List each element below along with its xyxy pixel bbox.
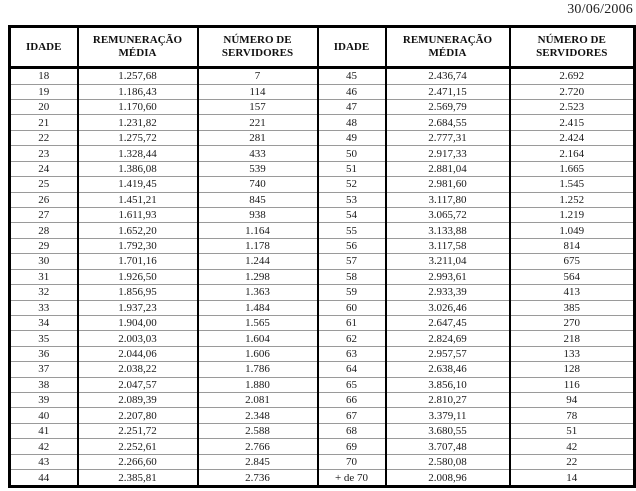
header-idade-left: IDADE [10, 27, 78, 68]
remuneration-table [8, 25, 636, 488]
idade-cell: 64 [318, 362, 386, 377]
remuneracao-cell: 2.251,72 [78, 423, 198, 438]
servidores-cell: 814 [510, 238, 635, 253]
idade-cell: 69 [318, 439, 386, 454]
table-row [10, 315, 635, 330]
remuneracao-cell: 2.917,33 [386, 146, 510, 161]
table-row [10, 146, 635, 161]
header-line: SERVIDORES [536, 47, 608, 59]
remuneracao-cell: 2.471,15 [386, 84, 510, 99]
remuneracao-cell: 2.993,61 [386, 269, 510, 284]
servidores-cell: 564 [510, 269, 635, 284]
remuneracao-cell: 2.981,60 [386, 177, 510, 192]
table-row [10, 84, 635, 99]
idade-cell: 62 [318, 331, 386, 346]
servidores-cell: 845 [198, 192, 318, 207]
idade-cell: 37 [10, 362, 78, 377]
remuneracao-cell: 3.065,72 [386, 207, 510, 222]
idade-cell: 50 [318, 146, 386, 161]
idade-cell: 26 [10, 192, 78, 207]
servidores-cell: 2.736 [198, 470, 318, 487]
header-line: REMUNERAÇÃO [92, 34, 183, 46]
header-remuneracao-right [386, 27, 510, 68]
servidores-cell: 51 [510, 423, 635, 438]
remuneracao-cell: 3.117,80 [386, 192, 510, 207]
idade-cell: 68 [318, 423, 386, 438]
idade-cell: 44 [10, 470, 78, 487]
header-servidores-right [510, 27, 635, 68]
remuneracao-cell: 2.569,79 [386, 100, 510, 115]
remuneracao-cell: 2.266,60 [78, 454, 198, 469]
idade-cell: 58 [318, 269, 386, 284]
remuneracao-cell: 2.824,69 [386, 331, 510, 346]
remuneracao-cell: 1.451,21 [78, 192, 198, 207]
servidores-cell: 1.049 [510, 223, 635, 238]
remuneracao-cell: 2.385,81 [78, 470, 198, 487]
remuneracao-cell: 3.856,10 [386, 377, 510, 392]
header-servidores-left [198, 27, 318, 68]
remuneracao-cell: 2.881,04 [386, 161, 510, 176]
idade-cell: 54 [318, 207, 386, 222]
servidores-cell: 2.081 [198, 393, 318, 408]
table-row [10, 177, 635, 192]
idade-cell: 51 [318, 161, 386, 176]
remuneracao-cell: 2.207,80 [78, 408, 198, 423]
remuneracao-cell: 3.133,88 [386, 223, 510, 238]
servidores-cell: 740 [198, 177, 318, 192]
table-row [10, 408, 635, 423]
idade-cell: 20 [10, 100, 78, 115]
remuneracao-cell: 2.777,31 [386, 130, 510, 145]
remuneracao-cell: 3.707,48 [386, 439, 510, 454]
remuneracao-cell: 1.386,08 [78, 161, 198, 176]
table-row [10, 393, 635, 408]
idade-cell: 31 [10, 269, 78, 284]
header-line: SERVIDORES [221, 47, 294, 59]
remuneracao-cell: 1.328,44 [78, 146, 198, 161]
servidores-cell: 94 [510, 393, 635, 408]
idade-cell: 59 [318, 285, 386, 300]
servidores-cell: 2.692 [510, 68, 635, 85]
remuneracao-cell: 1.275,72 [78, 130, 198, 145]
remuneracao-cell: 2.933,39 [386, 285, 510, 300]
idade-cell: + de 70 [318, 470, 386, 487]
remuneracao-cell: 1.792,30 [78, 238, 198, 253]
table-row [10, 470, 635, 487]
table-row [10, 100, 635, 115]
servidores-cell: 128 [510, 362, 635, 377]
idade-cell: 27 [10, 207, 78, 222]
idade-cell: 21 [10, 115, 78, 130]
table-row [10, 269, 635, 284]
idade-cell: 36 [10, 346, 78, 361]
idade-cell: 22 [10, 130, 78, 145]
servidores-cell: 1.178 [198, 238, 318, 253]
remuneracao-cell: 2.047,57 [78, 377, 198, 392]
servidores-cell: 281 [198, 130, 318, 145]
servidores-cell: 2.348 [198, 408, 318, 423]
servidores-cell: 1.606 [198, 346, 318, 361]
idade-cell: 67 [318, 408, 386, 423]
remuneracao-cell: 1.257,68 [78, 68, 198, 85]
servidores-cell: 1.786 [198, 362, 318, 377]
idade-cell: 45 [318, 68, 386, 85]
remuneracao-cell: 2.957,57 [386, 346, 510, 361]
remuneracao-cell: 2.003,03 [78, 331, 198, 346]
idade-cell: 25 [10, 177, 78, 192]
table-row [10, 423, 635, 438]
idade-cell: 48 [318, 115, 386, 130]
remuneracao-cell: 1.419,45 [78, 177, 198, 192]
remuneracao-cell: 2.638,46 [386, 362, 510, 377]
table-row [10, 362, 635, 377]
servidores-cell: 2.164 [510, 146, 635, 161]
idade-cell: 57 [318, 254, 386, 269]
servidores-cell: 157 [198, 100, 318, 115]
idade-cell: 41 [10, 423, 78, 438]
servidores-cell: 22 [510, 454, 635, 469]
servidores-cell: 1.604 [198, 331, 318, 346]
idade-cell: 35 [10, 331, 78, 346]
header-row [10, 27, 635, 68]
table-row [10, 68, 635, 85]
servidores-cell: 218 [510, 331, 635, 346]
servidores-cell: 1.665 [510, 161, 635, 176]
table-row [10, 238, 635, 253]
servidores-cell: 116 [510, 377, 635, 392]
idade-cell: 55 [318, 223, 386, 238]
header-line: NÚMERO DE [537, 34, 606, 46]
idade-cell: 30 [10, 254, 78, 269]
table-row [10, 285, 635, 300]
idade-cell: 39 [10, 393, 78, 408]
idade-cell: 63 [318, 346, 386, 361]
idade-cell: 65 [318, 377, 386, 392]
remuneracao-cell: 2.684,55 [386, 115, 510, 130]
idade-cell: 53 [318, 192, 386, 207]
table-row [10, 207, 635, 222]
idade-cell: 43 [10, 454, 78, 469]
remuneracao-cell: 2.044,06 [78, 346, 198, 361]
table-body [10, 68, 635, 487]
servidores-cell: 1.484 [198, 300, 318, 315]
remuneracao-cell: 1.926,50 [78, 269, 198, 284]
idade-cell: 33 [10, 300, 78, 315]
servidores-cell: 2.845 [198, 454, 318, 469]
table-row [10, 161, 635, 176]
servidores-cell: 1.565 [198, 315, 318, 330]
remuneracao-cell: 1.904,00 [78, 315, 198, 330]
servidores-cell: 1.545 [510, 177, 635, 192]
servidores-cell: 2.588 [198, 423, 318, 438]
remuneracao-cell: 1.701,16 [78, 254, 198, 269]
remuneracao-cell: 2.252,61 [78, 439, 198, 454]
servidores-cell: 114 [198, 84, 318, 99]
table-row [10, 454, 635, 469]
header-line: MÉDIA [428, 47, 467, 59]
table-row [10, 115, 635, 130]
servidores-cell: 2.766 [198, 439, 318, 454]
remuneracao-cell: 1.856,95 [78, 285, 198, 300]
remuneracao-cell: 1.611,93 [78, 207, 198, 222]
servidores-cell: 221 [198, 115, 318, 130]
remuneracao-cell: 2.089,39 [78, 393, 198, 408]
servidores-cell: 42 [510, 439, 635, 454]
table-row [10, 331, 635, 346]
servidores-cell: 133 [510, 346, 635, 361]
remuneracao-cell: 3.680,55 [386, 423, 510, 438]
remuneracao-cell: 1.652,20 [78, 223, 198, 238]
servidores-cell: 1.219 [510, 207, 635, 222]
servidores-cell: 1.880 [198, 377, 318, 392]
remuneracao-cell: 2.038,22 [78, 362, 198, 377]
report-date: 30/06/2006 [567, 2, 633, 17]
header-idade-right: IDADE [318, 27, 386, 68]
table-row [10, 223, 635, 238]
idade-cell: 60 [318, 300, 386, 315]
idade-cell: 70 [318, 454, 386, 469]
servidores-cell: 78 [510, 408, 635, 423]
table-row [10, 346, 635, 361]
remuneracao-cell: 3.211,04 [386, 254, 510, 269]
servidores-cell: 7 [198, 68, 318, 85]
idade-cell: 42 [10, 439, 78, 454]
remuneracao-cell: 2.436,74 [386, 68, 510, 85]
idade-cell: 32 [10, 285, 78, 300]
idade-cell: 61 [318, 315, 386, 330]
servidores-cell: 385 [510, 300, 635, 315]
remuneracao-cell: 2.008,96 [386, 470, 510, 487]
servidores-cell: 2.523 [510, 100, 635, 115]
remuneracao-cell: 1.170,60 [78, 100, 198, 115]
servidores-cell: 1.164 [198, 223, 318, 238]
header-line: NÚMERO DE [223, 34, 292, 46]
servidores-cell: 1.244 [198, 254, 318, 269]
idade-cell: 56 [318, 238, 386, 253]
idade-cell: 34 [10, 315, 78, 330]
table-row [10, 254, 635, 269]
idade-cell: 19 [10, 84, 78, 99]
remuneracao-cell: 2.580,08 [386, 454, 510, 469]
remuneracao-cell: 2.810,27 [386, 393, 510, 408]
remuneracao-cell: 2.647,45 [386, 315, 510, 330]
servidores-cell: 413 [510, 285, 635, 300]
servidores-cell: 675 [510, 254, 635, 269]
servidores-cell: 2.424 [510, 130, 635, 145]
table-row [10, 439, 635, 454]
table-row [10, 192, 635, 207]
table-row [10, 130, 635, 145]
servidores-cell: 938 [198, 207, 318, 222]
header-line: MÉDIA [118, 47, 157, 59]
table-row [10, 300, 635, 315]
remuneracao-cell: 1.937,23 [78, 300, 198, 315]
idade-cell: 29 [10, 238, 78, 253]
idade-cell: 28 [10, 223, 78, 238]
idade-cell: 18 [10, 68, 78, 85]
idade-cell: 52 [318, 177, 386, 192]
servidores-cell: 433 [198, 146, 318, 161]
idade-cell: 46 [318, 84, 386, 99]
header-line: REMUNERAÇÃO [402, 34, 493, 46]
servidores-cell: 1.363 [198, 285, 318, 300]
idade-cell: 23 [10, 146, 78, 161]
table-header [10, 27, 635, 68]
header-remuneracao-left [78, 27, 198, 68]
servidores-cell: 270 [510, 315, 635, 330]
table-row [10, 377, 635, 392]
idade-cell: 40 [10, 408, 78, 423]
idade-cell: 66 [318, 393, 386, 408]
idade-cell: 47 [318, 100, 386, 115]
idade-cell: 38 [10, 377, 78, 392]
remuneracao-cell: 1.231,82 [78, 115, 198, 130]
remuneracao-cell: 3.117,58 [386, 238, 510, 253]
servidores-cell: 2.415 [510, 115, 635, 130]
servidores-cell: 2.720 [510, 84, 635, 99]
servidores-cell: 1.252 [510, 192, 635, 207]
remuneracao-cell: 1.186,43 [78, 84, 198, 99]
servidores-cell: 539 [198, 161, 318, 176]
servidores-cell: 1.298 [198, 269, 318, 284]
remuneracao-cell: 3.379,11 [386, 408, 510, 423]
servidores-cell: 14 [510, 470, 635, 487]
remuneracao-cell: 3.026,46 [386, 300, 510, 315]
idade-cell: 49 [318, 130, 386, 145]
idade-cell: 24 [10, 161, 78, 176]
